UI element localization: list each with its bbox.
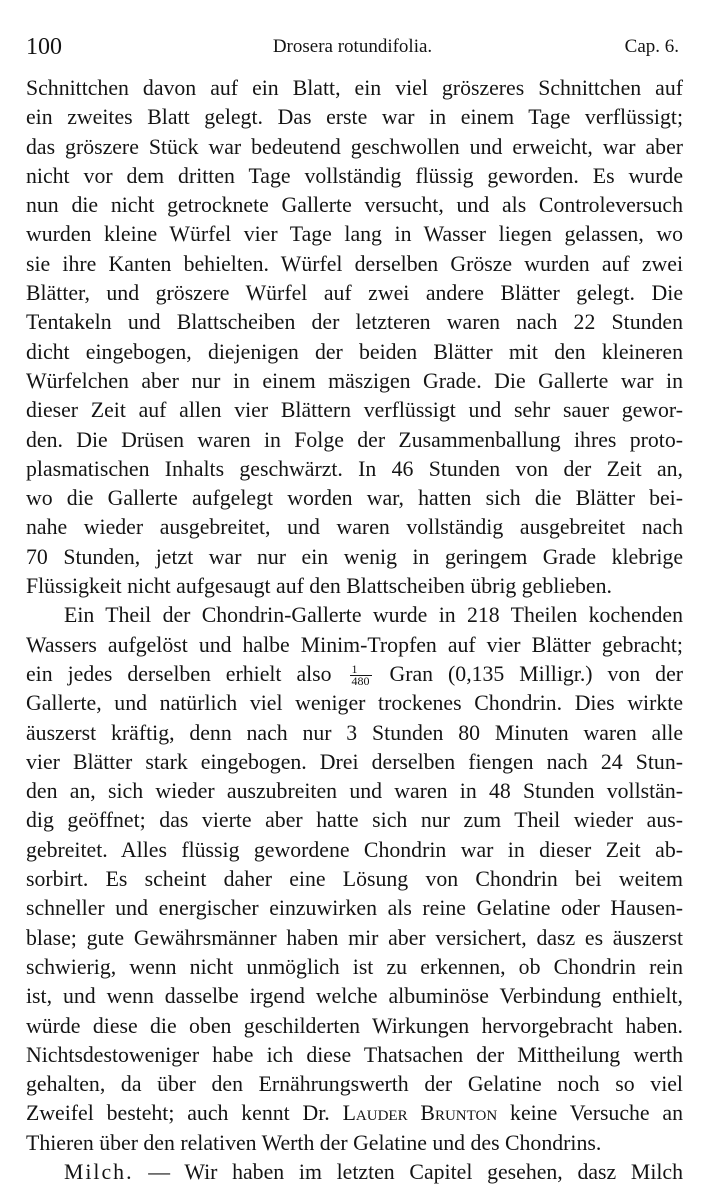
text-line: ein zweites Blatt gelegt. Das erste war in einem Tage verflüssigt; [26,105,683,130]
page-body [26,74,683,1187]
text-line: würde diese die oben geschilderten Wirkungen hervorgebracht haben. [26,1013,683,1038]
text-line: Blätter, und gröszere Würfel auf zwei andere Blätter gelegt. Die [26,281,683,306]
text-line-with-author [26,1099,683,1128]
text-line: 70 Stunden, jetzt war nur ein wenig in geringem Grade klebrige [26,544,683,569]
text-line: vier Blätter stark eingebogen. Drei derselben fiengen nach 24 Stun- [26,749,683,774]
text-segment: Zweifel besteht; auch kennt Dr. [26,1101,330,1126]
text-line: den an, sich wieder auszubreiten und waren in 48 Stunden vollstän- [26,779,683,804]
text-line: nun die nicht getrocknete Gallerte versucht, und als Controleversuch [26,193,683,218]
text-line-with-fraction [26,660,683,689]
text-line: sie ihre Kanten behielten. Würfel derselben Grösze wurden auf zwei [26,251,683,276]
section-lead: Milch. [64,1159,134,1184]
paragraph-2 [26,601,683,1158]
text-line: gebreitet. Alles flüssig gewordene Chondrin war in dieser Zeit ab- [26,837,683,862]
text-line: das gröszere Stück war bedeutend geschwollen und erweicht, war aber [26,134,683,159]
text-line: Gallerte, und natürlich viel weniger trockenes Chondrin. Dies wirkte [26,691,683,716]
page-header [26,34,679,62]
page-number: 100 [26,34,62,60]
text-line: wo die Gallerte aufgelegt worden war, hatten sich die Blätter bei- [26,486,683,511]
running-title: Drosera rotundifolia. [272,36,433,57]
text-line: schneller und energischer einzuwirken als reine Gelatine oder Hausen- [26,896,683,921]
paragraph-1 [26,74,683,601]
text-line: wurden kleine Würfel vier Tage lang in Wasser liegen gelassen, wo [26,222,683,247]
text-line: Wassers aufgelöst und halbe Minim-Tropfen auf vier Blätter gebracht; [26,632,683,657]
paragraph-2-lines [26,689,683,1099]
text-line: blase; gute Gewährsmänner haben mir aber versichert, dasz es äuszerst [26,925,683,950]
text-line: plasmatischen Inhalts geschwärzt. In 46 Stunden von der Zeit an, [26,456,683,481]
text-line: Tentakeln und Blattscheiben der letzteren waren nach 22 Stunden [26,310,683,335]
text-line: den. Die Drüsen waren in Folge der Zusammenballung ihres proto- [26,427,683,452]
fraction-denominator: 480 [351,674,370,689]
fraction-numerator: 1 [350,664,372,676]
paragraph-3 [26,1158,683,1187]
text-segment: — Wir haben im letzten Capitel gesehen, dasz Milch [148,1159,683,1184]
text-line: Thieren über den relativen Werth der Gelatine und des Chondrins. [26,1130,602,1155]
text-line: Würfelchen aber nur in einem mäszigen Grade. Die Gallerte war in [26,368,683,393]
text-line: gehalten, da über den Ernährungswerth der Gelatine noch so viel [26,1072,683,1097]
text-line: Flüssigkeit nicht aufgesaugt auf den Blattscheiben übrig geblieben. [26,574,612,599]
text-line: dig geöffnet; das vierte aber hatte sich nur zum Theil wieder aus- [26,808,683,833]
text-line: sorbirt. Es scheint daher eine Lösung von Chondrin bei weitem [26,867,683,892]
text-line: ist, und wenn dasselbe irgend welche albuminöse Verbindung enthielt, [26,984,683,1009]
text-segment: ein jedes derselben erhielt also [26,661,332,686]
text-segment: Gran (0,135 Milligr.) von der [389,661,684,686]
text-line: schwierig, wenn nicht unmöglich ist zu erkennen, ob Chondrin rein [26,954,683,979]
text-line: Schnittchen davon auf ein Blatt, ein viel gröszeres Schnittchen auf [26,76,683,100]
text-line: äuszerst kräftig, denn nach nur 3 Stunden 80 Minuten waren alle [26,720,683,745]
chapter-label: Cap. 6. [624,36,679,57]
author-name: Lauder Brunton [342,1101,498,1126]
text-line: dieser Zeit auf allen vier Blättern verflüssigt und sehr sauer gewor- [26,398,683,423]
text-line [26,1158,683,1187]
text-line: dicht eingebogen, diejenigen der beiden Blätter mit den kleineren [26,339,683,364]
text-line: Ein Theil der Chondrin-Gallerte wurde in 218 Theilen kochenden [64,603,683,628]
text-line: nahe wieder ausgebreitet, und waren vollständig ausgebreitet nach [26,515,683,540]
text-line: Nichtsdestoweniger habe ich diese Thatsachen der Mittheilung werth [26,1042,683,1067]
text-line: nicht vor dem dritten Tage vollständig flüssig geworden. Es wurde [26,163,683,188]
text-segment: keine Versuche an [510,1101,683,1126]
fraction [350,664,372,687]
